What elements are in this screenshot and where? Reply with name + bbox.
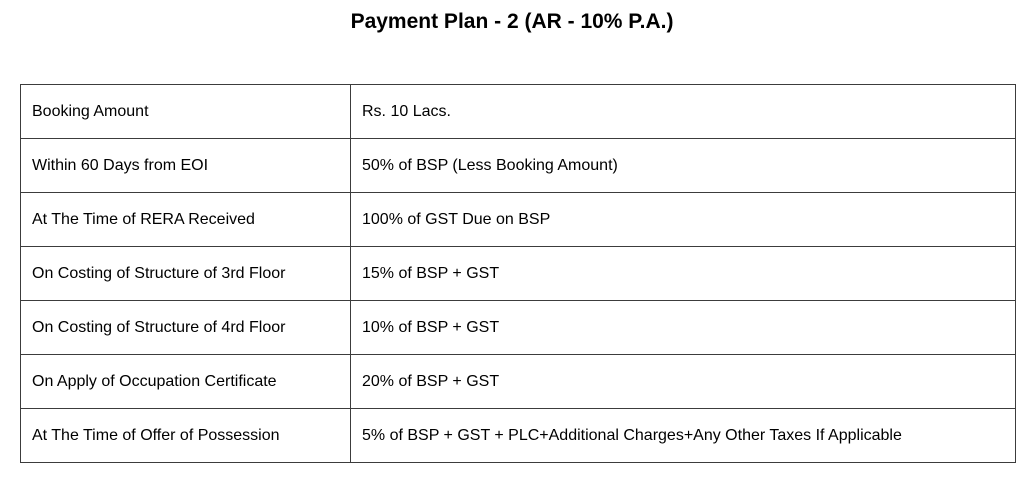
table-row: [21, 409, 1016, 463]
table-row: [21, 139, 1016, 193]
table-row: [21, 301, 1016, 355]
stage-cell: Booking Amount: [21, 85, 351, 139]
payment-plan-table: [20, 84, 1016, 463]
payment-cell: 5% of BSP + GST + PLC+Additional Charges+Any Other Taxes If Applicable: [351, 409, 1016, 463]
payment-cell: 10% of BSP + GST: [351, 301, 1016, 355]
payment-cell: 15% of BSP + GST: [351, 247, 1016, 301]
stage-cell: Within 60 Days from EOI: [21, 139, 351, 193]
table-row: [21, 85, 1016, 139]
stage-cell: At The Time of RERA Received: [21, 193, 351, 247]
payment-cell: 50% of BSP (Less Booking Amount): [351, 139, 1016, 193]
table-row: [21, 355, 1016, 409]
stage-cell: At The Time of Offer of Possession: [21, 409, 351, 463]
page-title: Payment Plan - 2 (AR - 10% P.A.): [350, 10, 674, 33]
table-row: [21, 193, 1016, 247]
stage-cell: On Costing of Structure of 4rd Floor: [21, 301, 351, 355]
payment-cell: Rs. 10 Lacs.: [351, 85, 1016, 139]
stage-cell: On Costing of Structure of 3rd Floor: [21, 247, 351, 301]
table-row: [21, 247, 1016, 301]
payment-cell: 20% of BSP + GST: [351, 355, 1016, 409]
payment-cell: 100% of GST Due on BSP: [351, 193, 1016, 247]
stage-cell: On Apply of Occupation Certificate: [21, 355, 351, 409]
